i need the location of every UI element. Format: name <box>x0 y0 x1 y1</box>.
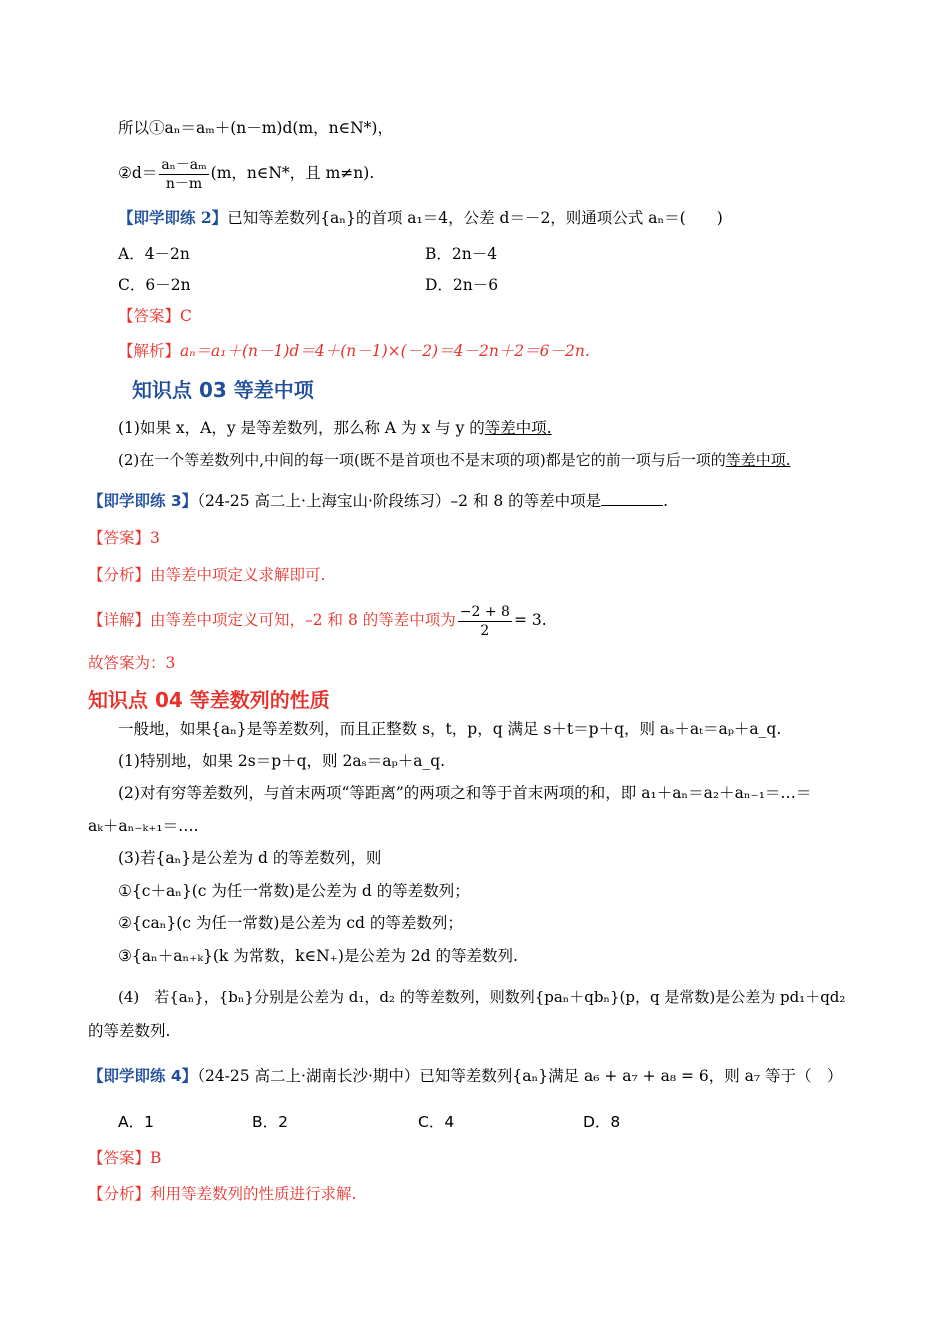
exercise-3-text: （24-25 高二上·上海宝山·阶段练习）–2 和 8 的等差中项是 <box>197 492 602 510</box>
section-heading-03: 知识点 03 等差中项 <box>132 378 314 402</box>
exercise-3-end: . <box>663 492 669 510</box>
exercise-2-question <box>118 207 723 229</box>
section-04-point-3b: ②{caₙ}(c 为任一常数)是公差为 cd 的等差数列； <box>118 914 463 932</box>
exercise-4-analysis <box>88 1183 356 1205</box>
exercise-3-detail <box>88 598 547 642</box>
exercise-3-tag: 【即学即练 3】 <box>88 492 198 510</box>
analysis-text: 由等差中项定义求解即可. <box>150 566 326 584</box>
detail-fraction <box>458 603 512 640</box>
formula-2-prefix: ②d＝ <box>118 164 158 182</box>
exercise-2-option-a: A．4－2n <box>118 245 190 263</box>
detail-denominator: 2 <box>480 622 490 639</box>
formula-line-2 <box>118 153 374 193</box>
analysis-tag: 【分析】 <box>88 566 151 584</box>
exercise-4-option-c: C．4 <box>418 1113 455 1131</box>
section-04-point-2a: (2)对有穷等差数列，与首末两项“等距离”的两项之和等于首末两项的和，即 a₁＋aₙ＝a₂＋aₙ₋₁＝…＝ <box>118 784 812 802</box>
exercise-2-text: 已知等差数列{aₙ}的首项 a₁＝4，公差 d＝－2，则通项公式 aₙ＝( ) <box>227 209 723 227</box>
point-1-term: 等差中项. <box>484 419 552 437</box>
fraction-denominator: n－m <box>165 175 203 192</box>
exercise-4-answer: 【答案】B <box>88 1149 162 1167</box>
section-04-point-3: (3)若{aₙ}是公差为 d 的等差数列，则 <box>118 849 382 867</box>
solution-tag: 【解析】 <box>118 342 181 360</box>
detail-tag: 【详解】 <box>88 611 151 629</box>
answer-blank <box>601 491 663 506</box>
detail-text: 由等差中项定义可知，–2 和 8 的等差中项为 <box>150 611 456 629</box>
section-04-point-4a: (4) 若{aₙ}，{bₙ}分别是公差为 d₁，d₂ 的等差数列，则数列{paₙ＋qbₙ}(p，q 是常数)是公差为 pd₁＋qd₂ <box>118 988 846 1006</box>
exercise-3-analysis <box>88 564 325 586</box>
detail-result: = 3. <box>513 611 547 629</box>
exercise-4-option-d: D．8 <box>583 1113 621 1131</box>
exercise-2-option-b: B．2n－4 <box>425 245 498 263</box>
formula-line-1: 所以①aₙ＝aₘ＋(n－m)d(m，n∈N*)， <box>118 119 393 137</box>
exercise-2-solution <box>118 340 590 362</box>
analysis-4-text: 利用等差数列的性质进行求解. <box>150 1185 357 1203</box>
analysis-4-tag: 【分析】 <box>88 1185 151 1203</box>
exercise-4-text: （24-25 高二上·湖南长沙·期中）已知等差数列{aₙ}满足 a₆ + a₇ + a₈ = 6，则 a₇ 等于（ ） <box>197 1067 843 1085</box>
fraction-numerator: aₙ－aₘ <box>161 156 207 173</box>
exercise-3-question <box>88 490 668 512</box>
section-04-point-1: (1)特别地，如果 2s＝p＋q，则 2aₛ＝aₚ＋a_q. <box>118 752 446 770</box>
exercise-4-option-a: A．1 <box>118 1113 154 1131</box>
section-04-point-3a: ①{c＋aₙ}(c 为任一常数)是公差为 d 的等差数列； <box>118 882 470 900</box>
formula-2-suffix: (m，n∈N*，且 m≠n). <box>210 164 375 182</box>
section-03-point-2 <box>118 449 791 471</box>
exercise-2-answer: 【答案】C <box>118 307 192 325</box>
exercise-3-answer: 【答案】3 <box>88 529 160 547</box>
point-2-text: (2)在一个等差数列中,中间的每一项(既不是首项也不是末项的项)都是它的前一项与后一项的 <box>118 451 726 469</box>
section-04-point-2b: aₖ＋aₙ₋ₖ₊₁＝…. <box>88 817 199 835</box>
exercise-4-option-b: B．2 <box>252 1113 288 1131</box>
exercise-4-tag: 【即学即练 4】 <box>88 1067 198 1085</box>
section-04-intro: 一般地，如果{aₙ}是等差数列，而且正整数 s，t，p，q 满足 s＋t＝p＋q，则 aₛ＋aₜ＝aₚ＋a_q. <box>118 720 782 738</box>
exercise-2-option-c: C．6－2n <box>118 276 191 294</box>
exercise-2-option-d: D．2n－6 <box>425 276 499 294</box>
solution-text: aₙ＝a₁＋(n－1)d＝4＋(n－1)×(－2)＝4－2n＋2＝6－2n. <box>180 342 590 360</box>
section-heading-04: 知识点 04 等差数列的性质 <box>88 688 330 712</box>
section-04-point-4b: 的等差数列. <box>88 1022 171 1040</box>
exercise-3-final: 故答案为：3 <box>88 654 176 672</box>
exercise-2-tag: 【即学即练 2】 <box>118 208 228 227</box>
formula-2-fraction <box>159 156 208 193</box>
section-04-point-3c: ③{aₙ＋aₙ₊ₖ}(k 为常数，k∈N₊)是公差为 2d 的等差数列. <box>118 947 518 965</box>
detail-numerator: −2 + 8 <box>459 603 510 620</box>
point-1-text: (1)如果 x，A，y 是等差数列，那么称 A 为 x 与 y 的 <box>118 419 485 437</box>
section-03-point-1 <box>118 417 552 439</box>
exercise-4-question <box>88 1065 843 1087</box>
point-2-term: 等差中项. <box>725 451 791 469</box>
